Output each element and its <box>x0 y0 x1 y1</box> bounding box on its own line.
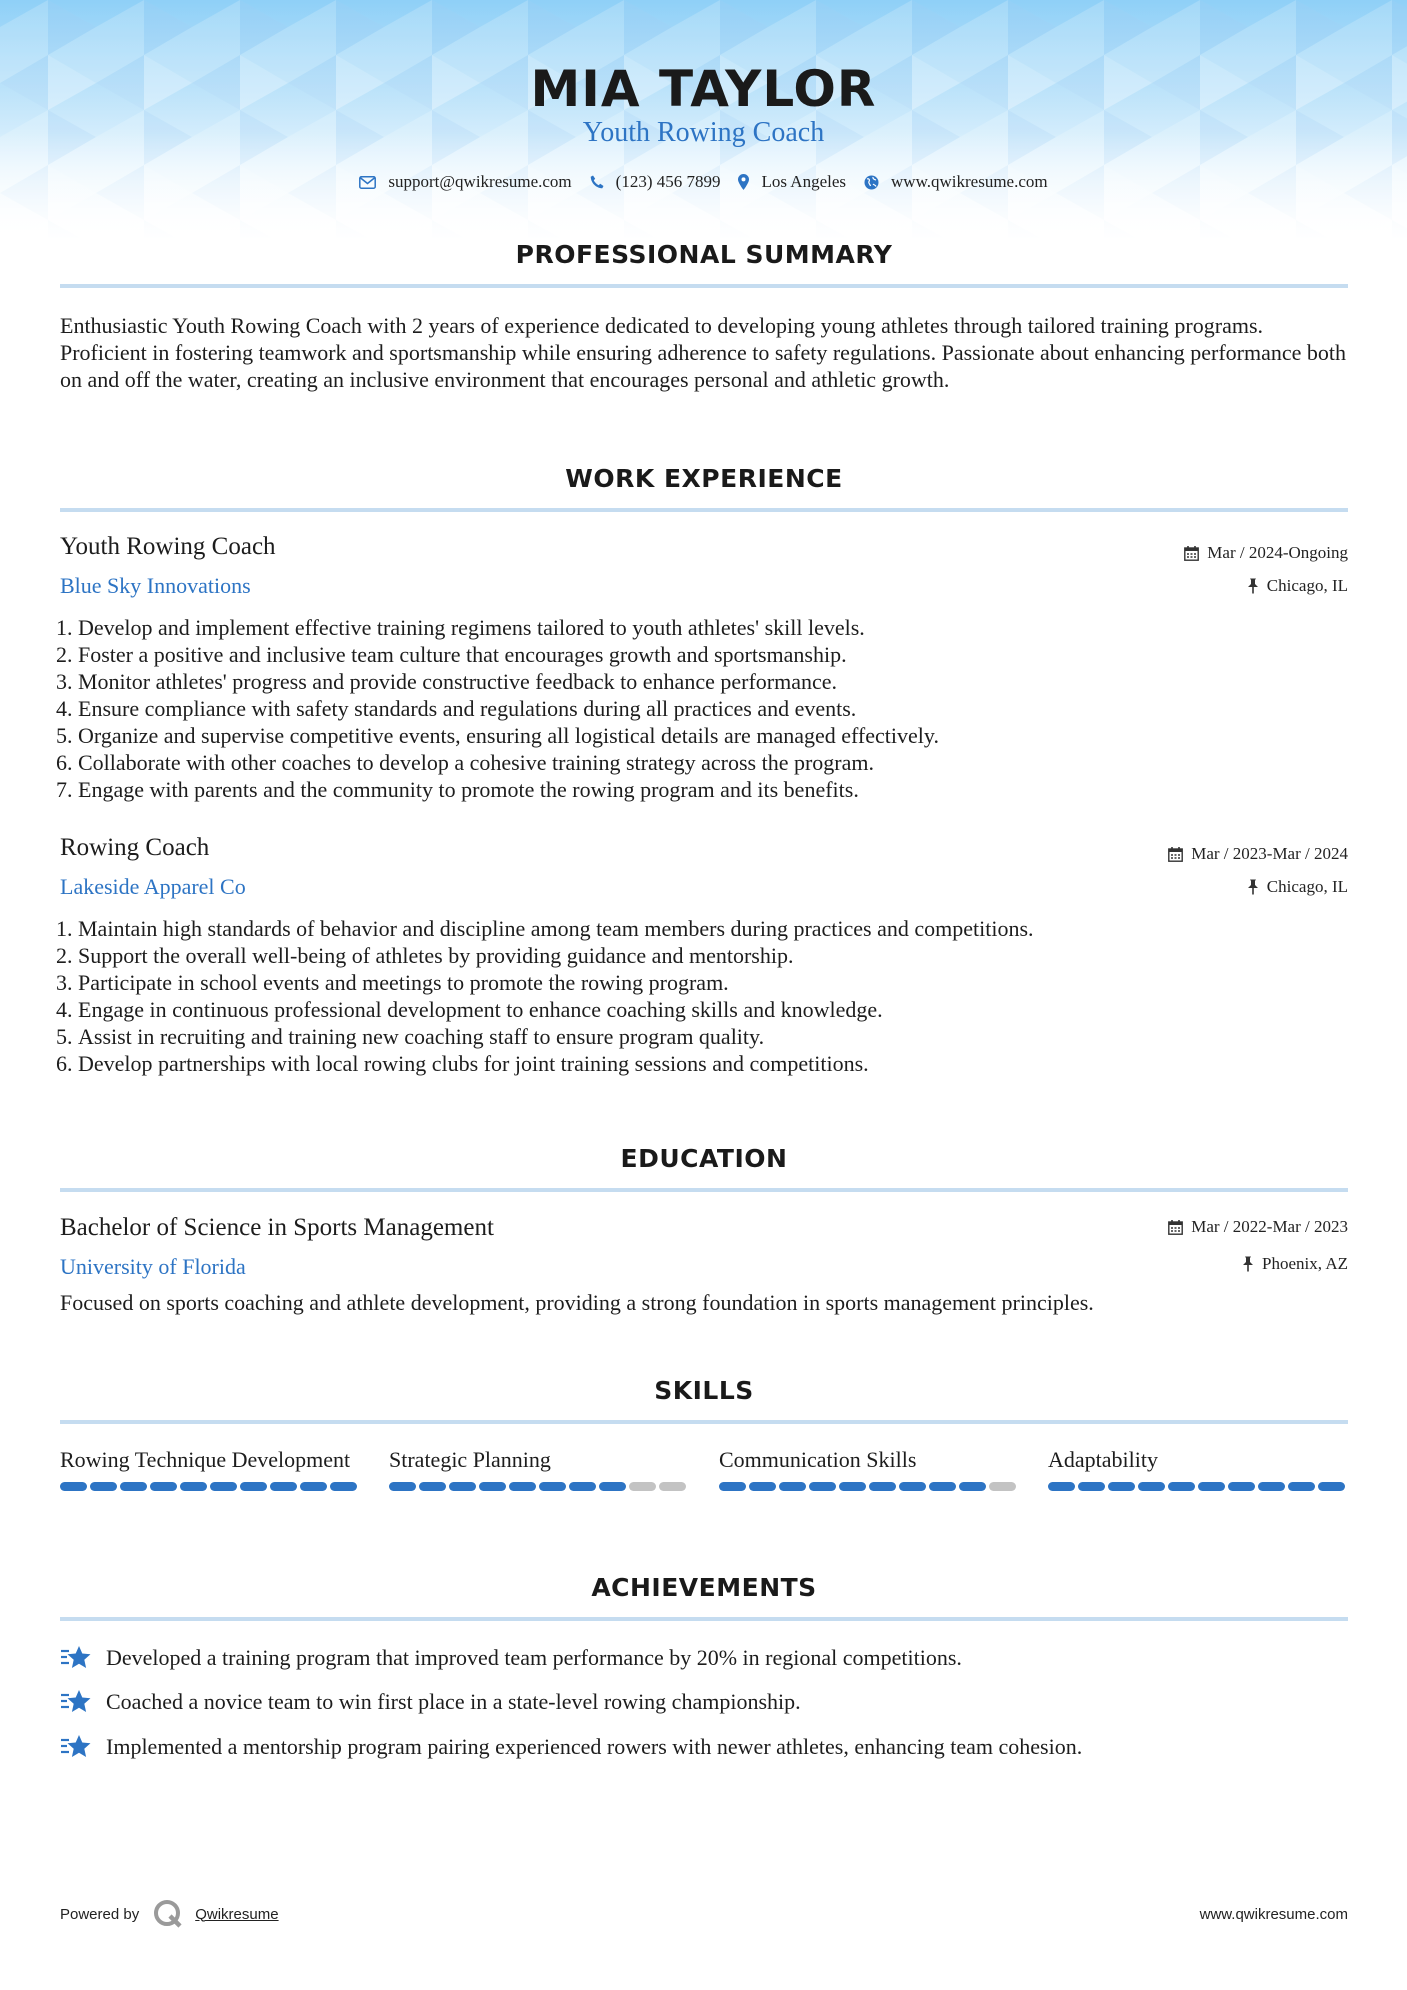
skill-segment-filled <box>1108 1482 1135 1491</box>
skill-segment-filled <box>1138 1482 1165 1491</box>
list-item: 1. Maintain high standards of behavior and discipline among team members during practices and competitions. <box>56 916 1034 941</box>
skill-segment-filled <box>509 1482 536 1491</box>
experience-divider <box>60 508 1348 512</box>
skill-level-bar <box>60 1482 360 1491</box>
skill-segment-filled <box>539 1482 566 1491</box>
company-name: Blue Sky Innovations <box>60 573 251 598</box>
star-icon <box>60 1645 94 1671</box>
skill-segment-filled <box>1198 1482 1225 1491</box>
skill-segment-filled <box>1048 1482 1075 1491</box>
list-item: 3. Monitor athletes' progress and provide constructive feedback to enhance performance. <box>56 669 837 694</box>
pushpin-icon <box>1247 879 1259 895</box>
job-bullets <box>56 614 1356 803</box>
achievement-item: Developed a training program that improved team performance by 20% in regional competitions. <box>60 1645 962 1671</box>
skill-segment-filled <box>719 1482 746 1491</box>
achievements-heading: ACHIEVEMENTS <box>591 1573 817 1602</box>
calendar-icon <box>1184 546 1199 561</box>
degree-title: Bachelor of Science in Sports Management <box>60 1214 494 1241</box>
skill-segment-filled <box>90 1482 117 1491</box>
phone-icon <box>590 175 604 189</box>
skill-segment-filled <box>180 1482 207 1491</box>
contact-website[interactable] <box>864 172 1048 192</box>
skill-segment-filled <box>300 1482 327 1491</box>
skill-segment-filled <box>1258 1482 1285 1491</box>
skill-segment-filled <box>210 1482 237 1491</box>
skill-segment-filled <box>569 1482 596 1491</box>
skill-segment-empty <box>629 1482 656 1491</box>
footer-website[interactable]: www.qwikresume.com <box>1199 1906 1348 1923</box>
list-item: 2. Support the overall well-being of athletes by providing guidance and mentorship. <box>56 943 794 968</box>
contact-bar <box>0 172 1407 192</box>
star-icon <box>60 1734 94 1760</box>
star-icon <box>60 1689 94 1715</box>
job-title: Rowing Coach <box>60 834 210 861</box>
list-item: 5. Organize and supervise competitive events, ensuring all logistical details are managed effectively. <box>56 723 939 748</box>
achievement-item: Coached a novice team to win first place in a state-level rowing championship. <box>60 1689 801 1715</box>
contact-phone-text: (123) 456 7899 <box>615 172 721 191</box>
skill-segment-filled <box>869 1482 896 1491</box>
skill-segment-filled <box>150 1482 177 1491</box>
list-item: 4. Engage in continuous professional development to enhance coaching skills and knowledge. <box>56 997 883 1022</box>
job-dates: Mar / 2024-Ongoing <box>1184 543 1348 563</box>
skill-segment-filled <box>599 1482 626 1491</box>
contact-website-text: www.qwikresume.com <box>891 172 1048 191</box>
skill-name: Communication Skills <box>719 1447 917 1472</box>
skill-segment-filled <box>330 1482 357 1491</box>
envelope-icon <box>359 176 376 189</box>
skill-segment-filled <box>270 1482 297 1491</box>
school-name: University of Florida <box>60 1254 246 1279</box>
skill-level-bar <box>389 1482 689 1491</box>
skill-item <box>1048 1446 1348 1491</box>
calendar-icon <box>1168 847 1183 862</box>
skill-segment-filled <box>1228 1482 1255 1491</box>
contact-email-text: support@qwikresume.com <box>388 172 572 191</box>
job-location: Chicago, IL <box>1247 877 1348 897</box>
powered-by-label: Powered by <box>60 1905 140 1923</box>
skill-item <box>389 1446 689 1491</box>
list-item: 3. Participate in school events and meetings to promote the rowing program. <box>56 970 729 995</box>
skill-segment-filled <box>839 1482 866 1491</box>
education-description: Focused on sports coaching and athlete development, providing a strong foundation in sports management principles. <box>60 1290 1094 1315</box>
skill-segment-filled <box>240 1482 267 1491</box>
skill-level-bar <box>719 1482 1019 1491</box>
summary-heading: PROFESSIONAL SUMMARY <box>515 240 893 269</box>
skill-name: Rowing Technique Development <box>60 1447 351 1472</box>
candidate-name: MIA TAYLOR <box>530 60 877 118</box>
skill-level-bar <box>1048 1482 1348 1491</box>
skill-segment-filled <box>120 1482 147 1491</box>
education-dates: Mar / 2022-Mar / 2023 <box>1168 1217 1348 1237</box>
footer-powered-by <box>60 1899 279 1929</box>
skill-segment-filled <box>749 1482 776 1491</box>
skill-segment-filled <box>1288 1482 1315 1491</box>
education-heading: EDUCATION <box>620 1144 788 1173</box>
skill-segment-filled <box>1168 1482 1195 1491</box>
globe-icon <box>864 175 879 190</box>
list-item: 7. Engage with parents and the community to promote the rowing program and its benefits. <box>56 777 859 802</box>
job-title: Youth Rowing Coach <box>60 533 276 560</box>
skill-segment-filled <box>1318 1482 1345 1491</box>
skill-segment-filled <box>929 1482 956 1491</box>
list-item: 5. Assist in recruiting and training new coaching staff to ensure program quality. <box>56 1024 765 1049</box>
skills-heading: SKILLS <box>654 1376 754 1405</box>
candidate-role: Youth Rowing Coach <box>582 117 825 148</box>
skill-segment-filled <box>779 1482 806 1491</box>
qwikresume-logo-icon <box>153 1899 183 1929</box>
summary-text: Enthusiastic Youth Rowing Coach with 2 years of experience dedicated to developing young athletes through tailored training programs. Proficient in fostering teamwork and sportsmanship while ensuring adherence to safety regulations. Passionate about enhancing performance both on and off the water, creating an inclusive environment that encourages personal and athletic growth. <box>60 313 1347 392</box>
job-location: Chicago, IL <box>1247 576 1348 596</box>
contact-phone[interactable] <box>590 172 721 192</box>
education-divider <box>60 1188 1348 1192</box>
skills-divider <box>60 1420 1348 1424</box>
skill-segment-filled <box>959 1482 986 1491</box>
skill-segment-filled <box>389 1482 416 1491</box>
experience-heading: WORK EXPERIENCE <box>565 464 843 493</box>
skill-name: Strategic Planning <box>389 1447 551 1472</box>
summary-divider <box>60 284 1348 288</box>
skill-segment-filled <box>479 1482 506 1491</box>
education-location: Phoenix, AZ <box>1242 1254 1348 1274</box>
contact-email[interactable] <box>359 172 571 192</box>
job-bullets <box>56 915 1356 1077</box>
contact-location <box>738 172 846 192</box>
achievement-item: Implemented a mentorship program pairing experienced rowers with newer athletes, enhancing team cohesion. <box>60 1734 1082 1760</box>
skill-segment-filled <box>60 1482 87 1491</box>
skill-segment-filled <box>809 1482 836 1491</box>
skill-segment-empty <box>989 1482 1016 1491</box>
skill-segment-filled <box>899 1482 926 1491</box>
list-item: 6. Develop partnerships with local rowing clubs for joint training sessions and competitions. <box>56 1051 869 1076</box>
list-item: 2. Foster a positive and inclusive team culture that encourages growth and sportsmanship. <box>56 642 847 667</box>
pushpin-icon <box>1242 1256 1254 1272</box>
skill-item <box>60 1446 360 1491</box>
job-dates: Mar / 2023-Mar / 2024 <box>1168 844 1348 864</box>
calendar-icon <box>1168 1220 1183 1235</box>
qwikresume-link[interactable]: Qwikresume <box>195 1905 279 1923</box>
contact-location-text: Los Angeles <box>761 172 847 191</box>
achievements-divider <box>60 1617 1348 1621</box>
list-item: 6. Collaborate with other coaches to develop a cohesive training strategy across the program. <box>56 750 875 775</box>
skill-segment-filled <box>419 1482 446 1491</box>
skill-segment-filled <box>449 1482 476 1491</box>
skill-name: Adaptability <box>1048 1447 1158 1472</box>
map-marker-icon <box>738 174 749 190</box>
company-name: Lakeside Apparel Co <box>60 874 246 899</box>
skill-item <box>719 1446 1019 1491</box>
skill-segment-empty <box>659 1482 686 1491</box>
pushpin-icon <box>1247 578 1259 594</box>
list-item: 4. Ensure compliance with safety standards and regulations during all practices and events. <box>56 696 857 721</box>
list-item: 1. Develop and implement effective training regimens tailored to youth athletes' skill levels. <box>56 615 865 640</box>
skill-segment-filled <box>1078 1482 1105 1491</box>
